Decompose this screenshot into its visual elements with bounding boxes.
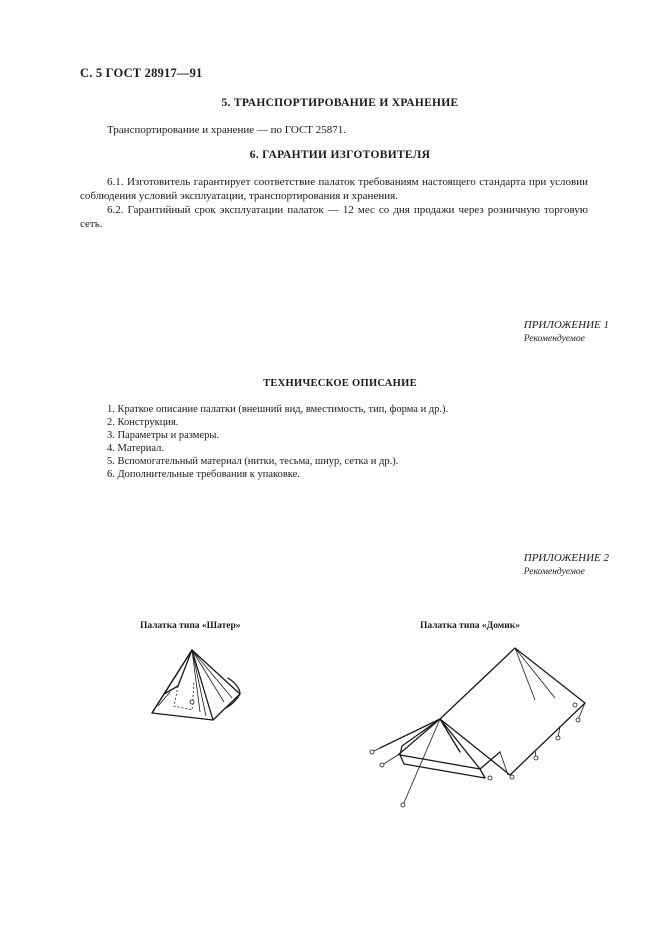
list-item: 3. Параметры и размеры. (107, 430, 219, 441)
list-item: 5. Вспомогательный материал (нитки, тесьма, шнур, сетка и др.). (107, 456, 399, 467)
section-6-paragraph-1: 6.1. Изготовитель гарантирует соответствие палаток требованиям настоящего стандарта при условии соблюдения условий эксплуатации, транспортирования и хранения. (80, 176, 588, 202)
appendix-1-label: ПРИЛОЖЕНИЕ 1 (523, 319, 609, 331)
list-item: 4. Материал. (107, 443, 164, 454)
section-6-paragraph-2: 6.2. Гарантийный срок эксплуатации палаток — 12 мес со дня продажи через розничную торговую сеть. (80, 204, 588, 230)
appendix-2-label: ПРИЛОЖЕНИЕ 2 (523, 552, 609, 564)
technical-description-list (107, 403, 448, 481)
appendix-1-heading (524, 318, 609, 346)
list-item: 1. Краткое описание палатки (внешний вид, вместимость, тип, форма и др.). (107, 404, 449, 415)
appendix-2-heading (524, 551, 609, 579)
page-header: С. 5 ГОСТ 28917—91 (80, 66, 203, 80)
house-tent-illustration (360, 640, 590, 810)
figure-2-caption: Палатка типа «Домик» (420, 621, 520, 631)
figure-1-caption: Палатка типа «Шатер» (140, 621, 241, 631)
section-5-title: 5. ТРАНСПОРТИРОВАНИЕ И ХРАНЕНИЕ (221, 97, 459, 109)
list-item: 2. Конструкция. (107, 417, 179, 428)
section-5-text: Транспортирование и хранение — по ГОСТ 25871. (107, 124, 347, 136)
appendix-2-status: Рекомендуемое (523, 567, 585, 577)
section-6-title: 6. ГАРАНТИИ ИЗГОТОВИТЕЛЯ (249, 149, 431, 161)
list-item: 6. Дополнительные требования к упаковке. (107, 469, 300, 480)
appendix-1-title: ТЕХНИЧЕСКОЕ ОПИСАНИЕ (263, 378, 417, 389)
pyramid-tent-illustration (140, 640, 260, 730)
appendix-1-status: Рекомендуемое (523, 334, 585, 344)
